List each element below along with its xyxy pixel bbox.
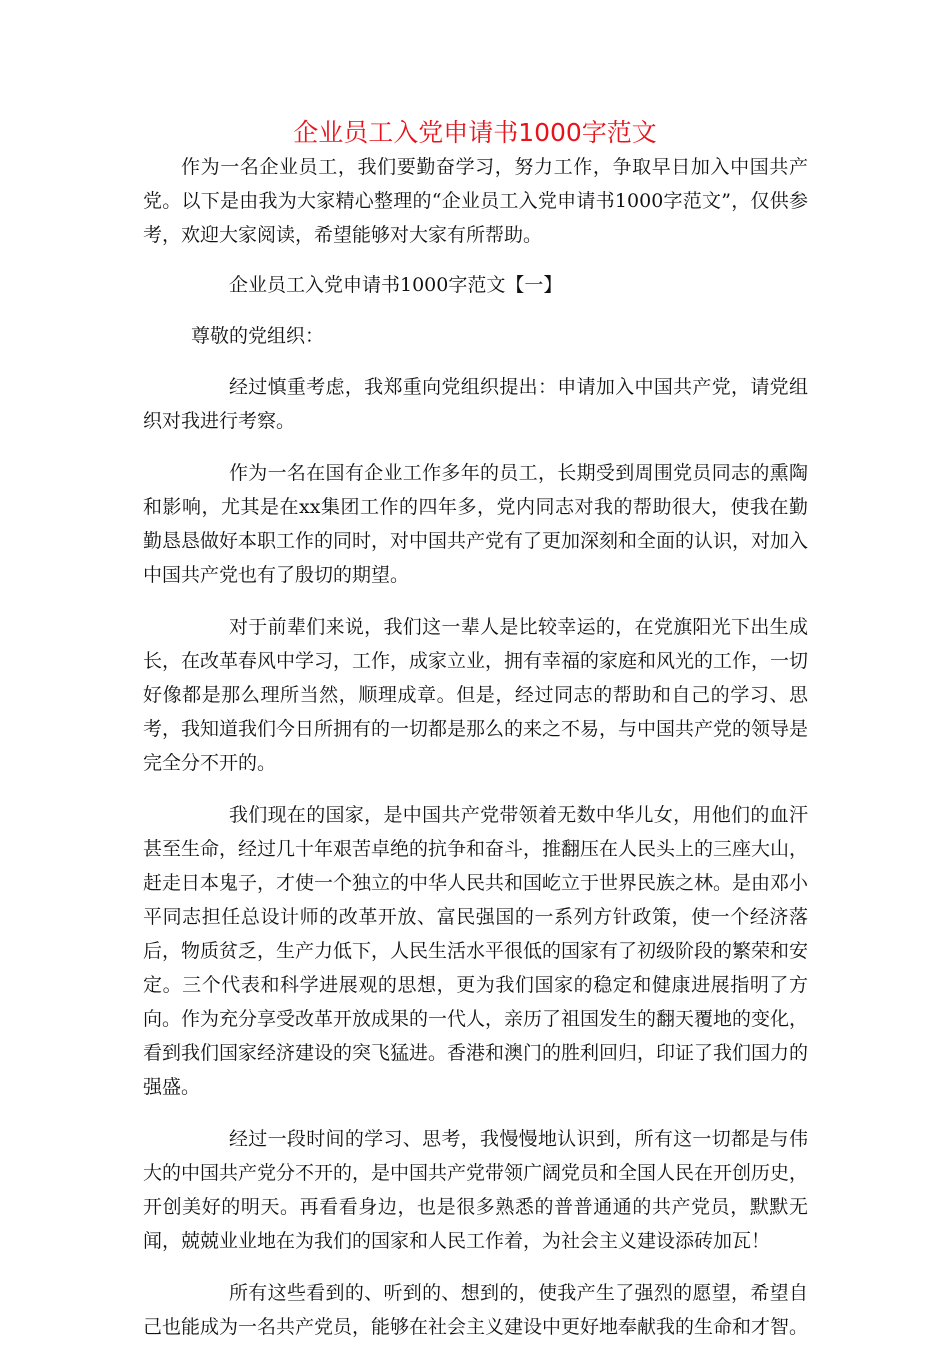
body-paragraph: 经过慎重考虑，我郑重向党组织提出：申请加入中国共产党，请党组织对我进行考察。 (143, 376, 808, 432)
body-paragraph: 所有这些看到的、听到的、想到的，使我产生了强烈的愿望，希望自己也能成为一名共产党员，能够在社会主义建设中更好地奉献我的生命和才智。 (143, 1282, 809, 1338)
salutation: 尊敬的党组织： (191, 325, 325, 347)
document-title: 企业员工入党申请书1000字范文 (293, 118, 657, 147)
body-paragraph: 作为一名在国有企业工作多年的员工，长期受到周围党员同志的熏陶和影响，尤其是在xx集团工作的四年多，党内同志对我的帮助很大，使我在勤勤恳恳做好本职工作的同时，对中国共产党有了更加深刻和全面的认识，对加入中国共产党也有了殷切的期望。 (143, 462, 809, 586)
body-paragraph: 经过一段时间的学习、思考，我慢慢地认识到，所有这一切都是与伟大的中国共产党分不开的，是中国共产党带领广阔党员和全国人民在开创历史，开创美好的明天。再看看身边，也是很多熟悉的普普通通的共产党员，默默无闻，兢兢业业地在为我们的国家和人民工作着，为社会主义建设添砖加瓦！ (143, 1128, 809, 1252)
section-subtitle: 企业员工入党申请书1000字范文【一】 (229, 274, 563, 296)
intro-paragraph: 作为一名企业员工，我们要勤奋学习，努力工作，争取早日加入中国共产党。以下是由我为大家精心整理的“企业员工入党申请书1000字范文”，仅供参考，欢迎大家阅读，希望能够对大家有所帮助。 (143, 156, 808, 246)
body-paragraph: 对于前辈们来说，我们这一辈人是比较幸运的，在党旗阳光下出生成长，在改革春风中学习，工作，成家立业，拥有幸福的家庭和风光的工作，一切好像都是那么理所当然，顺理成章。但是，经过同志的帮助和自己的学习、思考，我知道我们今日所拥有的一切都是那么的来之不易，与中国共产党的领导是完全分不开的。 (143, 616, 809, 774)
body-paragraph: 我们现在的国家，是中国共产党带领着无数中华儿女，用他们的血汗甚至生命，经过几十年艰苦卓绝的抗争和奋斗，推翻压在人民头上的三座大山，赶走日本鬼子，才使一个独立的中华人民共和国屹立于世界民族之林。是由邓小平同志担任总设计师的改革开放、富民强国的一系列方针政策，使一个经济落后，物质贫乏，生产力低下，人民生活水平很低的国家有了初级阶段的繁荣和安定。三个代表和科学进展观的思想，更为我们国家的稳定和健康进展指明了方向。作为充分享受改革开放成果的一代人，亲历了祖国发生的翻天覆地的变化，看到我们国家经济建设的突飞猛进。香港和澳门的胜利回归，印证了我们国力的强盛。 (143, 804, 809, 1098)
document-body (143, 150, 808, 1362)
